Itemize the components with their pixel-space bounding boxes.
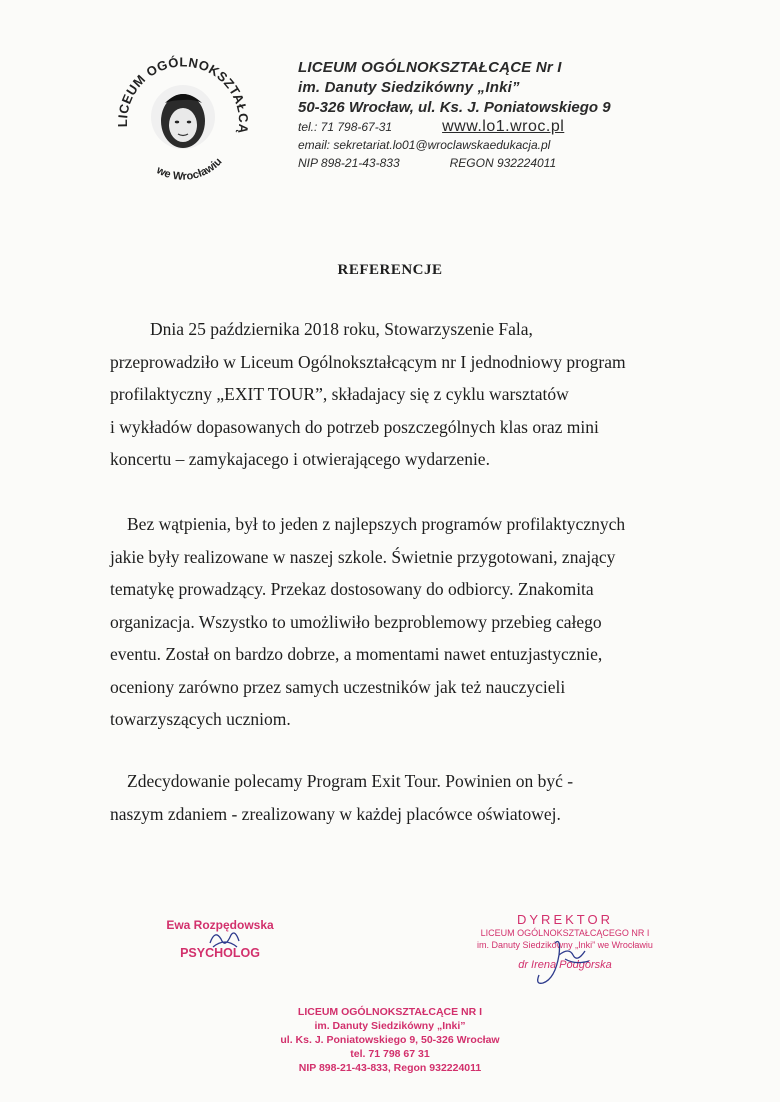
school-nip: NIP 898-21-43-833	[298, 156, 400, 170]
paragraph-1-line: Dnia 25 października 2018 roku, Stowarzyszenie Fala,	[150, 319, 533, 339]
director-title: DYREKTOR	[517, 912, 613, 927]
school-logo-icon	[110, 45, 255, 190]
school-patron: im. Danuty Siedzikówny „Inki”	[298, 79, 520, 96]
paragraph-2-line: towarzyszących uczniom.	[110, 709, 291, 729]
director-stamp	[470, 912, 660, 971]
school-phone: tel.: 71 798-67-31	[298, 120, 393, 134]
school-stamp-line: tel. 71 798 67 31	[350, 1048, 430, 1060]
paragraph-3	[110, 765, 680, 830]
logo-bottom-text: we Wrocławiu	[154, 155, 225, 183]
school-stamp	[270, 1005, 510, 1075]
school-regon: REGON 932224011	[449, 156, 557, 170]
document-title: REFERENCJE	[337, 262, 443, 278]
psychologist-stamp	[150, 918, 290, 960]
psychologist-name: Ewa Rozpędowska	[166, 918, 274, 932]
director-school: LICEUM OGÓLNOKSZTAŁCĄCEGO NR I	[480, 928, 650, 938]
paragraph-2-line: tematykę prowadzący. Przekaz dostosowany do odbiorcy. Znakomita	[110, 579, 594, 599]
paragraph-3-line: naszym zdaniem - zrealizowany w każdej placówce oświatowej.	[110, 803, 561, 824]
director-name: dr Irena Podgórska	[518, 959, 612, 971]
paragraph-2-line: Bez wątpienia, był to jeden z najlepszych programów profilaktycznych	[127, 514, 626, 534]
paragraph-2-line: organizacja. Wszystko to umożliwiło bezproblemowy przebieg całego	[110, 611, 602, 632]
school-name: LICEUM OGÓLNOKSZTAŁCĄCE Nr I	[298, 59, 562, 76]
paragraph-1	[110, 313, 680, 476]
school-website-link[interactable]: www.lo1.wroc.pl	[442, 118, 565, 135]
school-stamp-line: im. Danuty Siedzikówny „Inki”	[314, 1020, 466, 1032]
paragraph-2-line: jakie były realizowane w naszej szkole. Świetnie przygotowani, znający	[110, 546, 616, 567]
school-email[interactable]: email: sekretariat.lo01@wroclawskaedukacja.pl	[298, 138, 551, 152]
paragraph-2-line: oceniony zarówno przez samych uczestników jak też nauczycieli	[110, 676, 566, 697]
school-stamp-line: NIP 898-21-43-833, Regon 932224011	[298, 1062, 482, 1074]
paragraph-2-line: eventu. Został on bardzo dobrze, a momentami nawet entuzjastycznie,	[110, 644, 603, 664]
letterhead	[298, 58, 611, 172]
school-stamp-line: LICEUM OGÓLNOKSZTAŁCĄCE NR I	[297, 1006, 483, 1018]
director-patron: im. Danuty Siedzikówny „Inki” we Wrocławiu	[477, 940, 653, 950]
paragraph-1-line: koncertu – zamykajacego i otwierającego wydarzenie.	[110, 449, 490, 469]
paragraph-1-line: przeprowadziło w Liceum Ogólnokształcącym nr I jednodniowy program	[110, 351, 626, 372]
svg-text:we Wrocławiu	[154, 156, 225, 183]
logo-ring-text: LICEUM OGÓLNOKSZTAŁCĄ	[114, 54, 252, 135]
paragraph-1-line: profilaktyczny „EXIT TOUR”, składajacy się z cyklu warsztatów	[110, 384, 569, 404]
school-stamp-line: ul. Ks. J. Poniatowskiego 9, 50-326 Wrocław	[280, 1034, 500, 1046]
paragraph-2	[110, 508, 680, 736]
school-address: 50-326 Wrocław, ul. Ks. J. Poniatowskiego 9	[298, 99, 611, 116]
paragraph-1-line: i wykładów dopasowanych do potrzeb poszczególnych klas oraz mini	[110, 416, 599, 437]
psychologist-role: PSYCHOLOG	[180, 946, 260, 960]
paragraph-3-line: Zdecydowanie polecamy Program Exit Tour. Powinien on być -	[127, 771, 574, 791]
